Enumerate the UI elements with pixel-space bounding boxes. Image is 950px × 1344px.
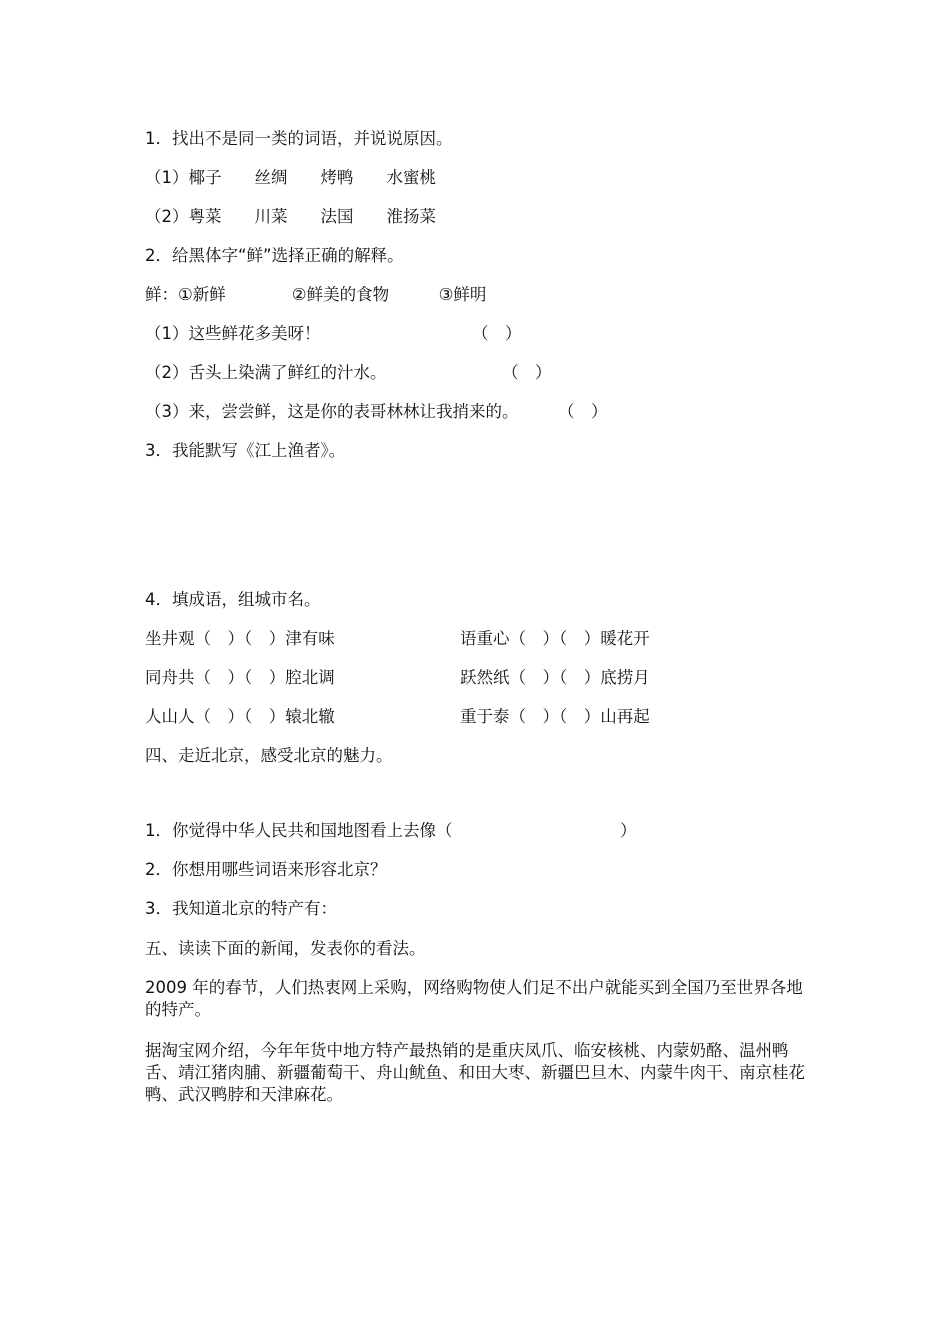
q2-sentence-2: （2）舌头上染满了鲜红的汁水。 [145, 363, 387, 382]
q4-title: 4．填成语，组城市名。 [145, 590, 321, 609]
q2-title: 2．给黑体字“鲜”选择正确的解释。 [145, 246, 404, 265]
section-4-q3: 3．我知道北京的特产有： [145, 899, 337, 918]
q2-options: 鲜：①新鲜 ②鲜美的食物 ③鲜明 [145, 285, 487, 304]
idiom-right-2: 跃然纸（ ）（ ）底捞月 [460, 668, 650, 687]
q1-row-2: （2）粤菜 川菜 法国 淮扬菜 [145, 207, 436, 226]
q1-title: 1．找出不是同一类的词语，并说说原因。 [145, 129, 453, 148]
q2-answer-blank-1[interactable]: （ ） [472, 324, 522, 343]
q3-title: 3．我能默写《江上渔者》。 [145, 441, 346, 460]
q2-sentence-1: （1）这些鲜花多美呀！ [145, 324, 321, 343]
q2-answer-blank-2[interactable]: （ ） [502, 363, 552, 382]
section-4-q1-close: ） [620, 821, 637, 840]
section-4-q2: 2．你想用哪些词语来形容北京？ [145, 860, 387, 879]
section-4-q1: 1．你觉得中华人民共和国地图看上去像（ [145, 821, 453, 840]
q1-row-1: （1）椰子 丝绸 烤鸭 水蜜桃 [145, 168, 436, 187]
section-5-title: 五、读读下面的新闻，发表你的看法。 [145, 939, 426, 958]
q2-sentence-3: （3）来，尝尝鲜，这是你的表哥林林让我捎来的。 [145, 402, 519, 421]
news-paragraph-1: 2009 年的春节，人们热衷网上采购，网络购物使人们足不出户就能买到全国乃至世界各地的特产。 [145, 978, 803, 1019]
section-4-title: 四、走近北京，感受北京的魅力。 [145, 746, 393, 765]
idiom-left-2: 同舟共（ ）（ ）腔北调 [145, 668, 335, 687]
news-paragraph-2: 据淘宝网介绍，今年年货中地方特产最热销的是重庆凤爪、临安核桃、内蒙奶酪、温州鸭舌、靖江猪肉脯、新疆葡萄干、舟山鱿鱼、和田大枣、新疆巴旦木、内蒙牛肉干、南京桂花鸭、武汉鸭脖和天津麻花。 [145, 1041, 805, 1104]
idiom-left-1: 坐井观（ ）（ ）津有味 [145, 629, 335, 648]
idiom-left-3: 人山人（ ）（ ）辕北辙 [145, 707, 335, 726]
idiom-right-3: 重于泰（ ）（ ）山再起 [460, 707, 650, 726]
q2-answer-blank-3[interactable]: （ ） [558, 402, 608, 421]
idiom-right-1: 语重心（ ）（ ）暖花开 [460, 629, 650, 648]
